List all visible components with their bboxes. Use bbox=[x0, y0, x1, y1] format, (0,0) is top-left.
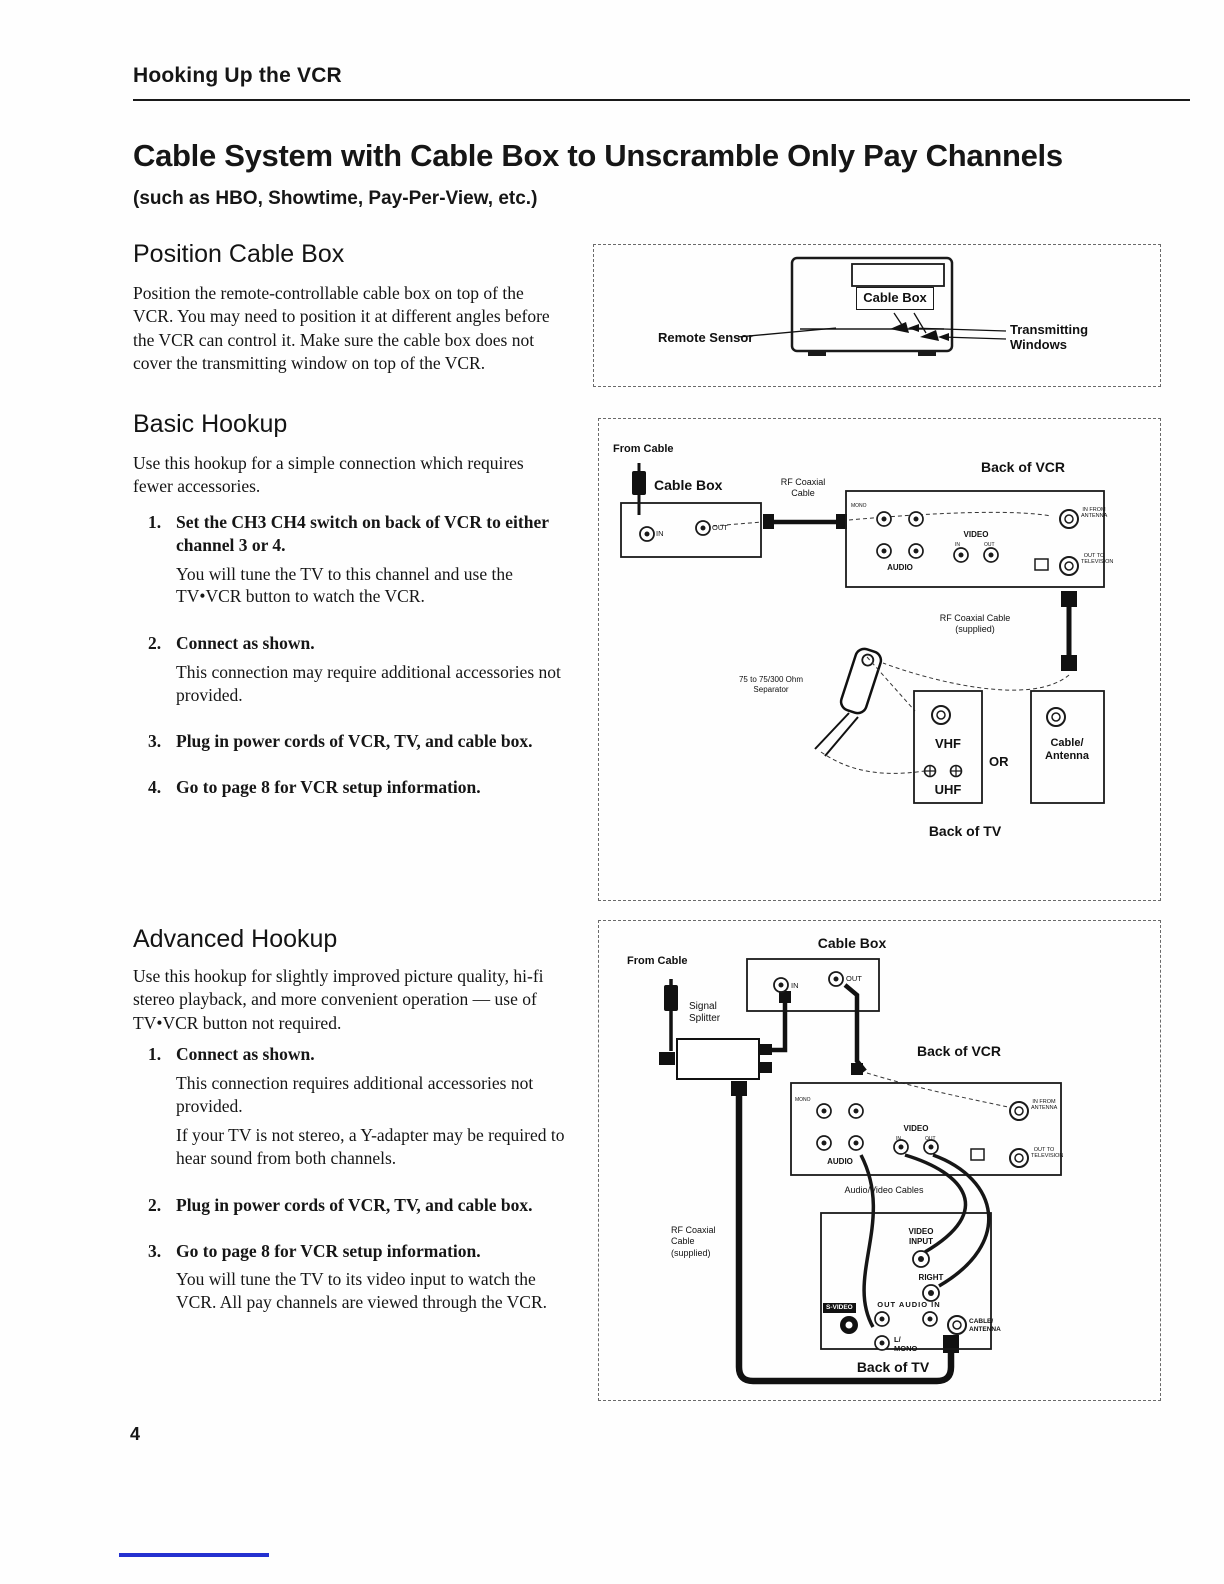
step-title: Plug in power cords of VCR, TV, and cable box. bbox=[176, 731, 533, 752]
step-number: 3. bbox=[148, 1240, 162, 1261]
label-or: OR bbox=[989, 754, 1009, 769]
label-transmitting-windows: Transmitting Windows bbox=[1010, 322, 1089, 352]
section-heading-advanced: Advanced Hookup bbox=[133, 925, 338, 953]
port-label-mono: MONO bbox=[851, 503, 867, 509]
step-number: 4. bbox=[148, 777, 162, 797]
header-rule bbox=[133, 99, 1190, 101]
page-number: 4 bbox=[130, 1424, 141, 1444]
label-cable-box: Cable Box bbox=[856, 287, 934, 310]
label-cable-box: Cable Box bbox=[817, 935, 887, 951]
label-separator: 75 to 75/300 Ohm Separator bbox=[738, 675, 804, 694]
step-text: This connection may require additional accessories not provided. bbox=[176, 661, 561, 705]
list-item bbox=[148, 511, 566, 615]
label-out-audio-in: OUT AUDIO IN bbox=[877, 1300, 941, 1309]
port-label-in-from-antenna: IN FROM ANTENNA bbox=[1031, 1099, 1058, 1112]
port-label-video-in: IN bbox=[955, 542, 960, 548]
label-back-of-vcr: Back of VCR bbox=[980, 459, 1066, 475]
step-number: 2. bbox=[148, 1194, 162, 1215]
position-body: Position the remote-controllable cable box on top of the VCR. You may need to position it at different angles before the VCR can control it. Make sure the cable box does not cover the transmitting window on top of the VCR. bbox=[133, 283, 550, 374]
list-item bbox=[148, 1240, 568, 1321]
section-heading-basic: Basic Hookup bbox=[133, 410, 288, 438]
from-cable-connector bbox=[632, 463, 646, 515]
step-title: Go to page 8 for VCR setup information. bbox=[176, 777, 481, 797]
step-title: Plug in power cords of VCR, TV, and cable box. bbox=[176, 1194, 533, 1215]
label-video-input: VIDEO INPUT bbox=[908, 1227, 934, 1246]
basic-steps-list bbox=[148, 511, 566, 822]
list-item bbox=[148, 730, 566, 759]
label-cable-box: Cable Box bbox=[654, 477, 723, 493]
position-diagram-art bbox=[594, 245, 1162, 388]
label-audio-video-cables: Audio/Video Cables bbox=[844, 1185, 924, 1195]
page-subtitle: (such as HBO, Showtime, Pay-Per-View, etc.) bbox=[133, 188, 538, 209]
port-label-audio: AUDIO bbox=[827, 1157, 853, 1166]
step-text: If your TV is not stereo, a Y-adapter may be required to hear sound from both channels. bbox=[176, 1125, 565, 1168]
label-cable-antenna: Cable/ Antenna bbox=[1045, 737, 1089, 763]
port-label-out-to-television: OUT TO TELEVISION bbox=[1031, 1147, 1064, 1160]
step-title: Go to page 8 for VCR setup information. bbox=[176, 1240, 481, 1261]
list-item bbox=[148, 1194, 568, 1223]
basic-intro: Use this hookup for a simple connection which requires fewer accessories. bbox=[133, 453, 524, 497]
step-text: This connection requires additional accessories not provided. bbox=[176, 1072, 534, 1116]
diagram-position-cable-box bbox=[593, 244, 1161, 387]
port-label-in: IN bbox=[656, 529, 664, 538]
label-l-mono: L/ MONO bbox=[894, 1335, 918, 1353]
list-item bbox=[148, 632, 566, 713]
advanced-intro: Use this hookup for slightly improved picture quality, hi-fi stereo playback, and more convenient operation — use of TV•VCR button not required. bbox=[133, 966, 544, 1033]
cable-box-device bbox=[621, 503, 761, 557]
diagram-basic-hookup bbox=[598, 418, 1161, 901]
label-vhf: VHF bbox=[935, 736, 961, 751]
label-back-of-tv: Back of TV bbox=[928, 823, 1002, 839]
label-back-of-vcr: Back of VCR bbox=[916, 1043, 1002, 1059]
step-title: Connect as shown. bbox=[176, 1044, 315, 1064]
advanced-steps-list bbox=[148, 1043, 568, 1338]
step-number: 1. bbox=[148, 1044, 162, 1064]
label-rf-cable-supplied: RF Coaxial Cable (supplied) bbox=[939, 613, 1011, 635]
step-number: 2. bbox=[148, 633, 162, 653]
advanced-diagram-art bbox=[599, 921, 1162, 1402]
label-signal-splitter: Signal Splitter bbox=[689, 1001, 721, 1024]
label-rf-coaxial-cable: RF Coaxial Cable bbox=[780, 477, 826, 499]
label-uhf: UHF bbox=[934, 782, 962, 797]
section-heading-position: Position Cable Box bbox=[133, 240, 345, 268]
step-text: You will tune the TV to its video input to watch the VCR. All pay channels are viewed through the VCR. bbox=[176, 1269, 548, 1312]
port-label-out: OUT bbox=[846, 974, 862, 983]
label-s-video: S-VIDEO bbox=[823, 1303, 856, 1313]
port-label-out: OUT bbox=[712, 523, 728, 532]
from-cable-connector bbox=[664, 979, 678, 1051]
step-title: Connect as shown. bbox=[176, 633, 315, 653]
port-label-audio: AUDIO bbox=[887, 563, 913, 572]
port-label-video-in: IN bbox=[896, 1136, 901, 1142]
splitter-to-cablebox-cable bbox=[772, 991, 791, 1050]
step-text: You will tune the TV to this channel and use the TV•VCR button to watch the VCR. bbox=[176, 563, 513, 607]
step-title: Set the CH3 CH4 switch on back of VCR to either channel 3 or 4. bbox=[176, 512, 549, 555]
page-header: Hooking Up the VCR bbox=[133, 64, 342, 87]
port-label-in: IN bbox=[791, 981, 799, 990]
label-rf-cable-supplied: RF Coaxial Cable (supplied) bbox=[671, 1225, 716, 1258]
signal-splitter-device bbox=[659, 1039, 772, 1079]
diagram-advanced-hookup bbox=[598, 920, 1161, 1401]
rf-cable-supplied-art bbox=[883, 591, 1077, 690]
port-label-video: VIDEO bbox=[963, 530, 989, 539]
port-label-video: VIDEO bbox=[903, 1124, 929, 1133]
port-label-mono: MONO bbox=[795, 1097, 811, 1103]
list-item bbox=[148, 776, 566, 805]
label-from-cable: From Cable bbox=[613, 443, 674, 455]
label-cable-antenna: CABLE/ ANTENNA bbox=[969, 1318, 1001, 1333]
page-title: Cable System with Cable Box to Unscramble Only Pay Channels bbox=[133, 138, 1063, 173]
port-label-video-out: OUT bbox=[984, 542, 995, 548]
leader-lines bbox=[738, 313, 1006, 341]
port-label-in-from-antenna: IN FROM ANTENNA bbox=[1081, 507, 1108, 520]
label-from-cable: From Cable bbox=[627, 955, 688, 967]
port-label-video-out: OUT bbox=[925, 1136, 936, 1142]
separator-device bbox=[839, 647, 884, 716]
transmitting-window-marks bbox=[890, 322, 939, 341]
label-right: RIGHT bbox=[918, 1273, 944, 1282]
list-item bbox=[148, 1043, 568, 1177]
label-back-of-tv: Back of TV bbox=[856, 1359, 930, 1375]
step-number: 1. bbox=[148, 512, 162, 532]
label-remote-sensor: Remote Sensor bbox=[658, 330, 754, 345]
step-number: 3. bbox=[148, 731, 162, 752]
scan-artifact-line bbox=[119, 1553, 269, 1557]
port-label-out-to-television: OUT TO TELEVISION bbox=[1081, 553, 1114, 566]
